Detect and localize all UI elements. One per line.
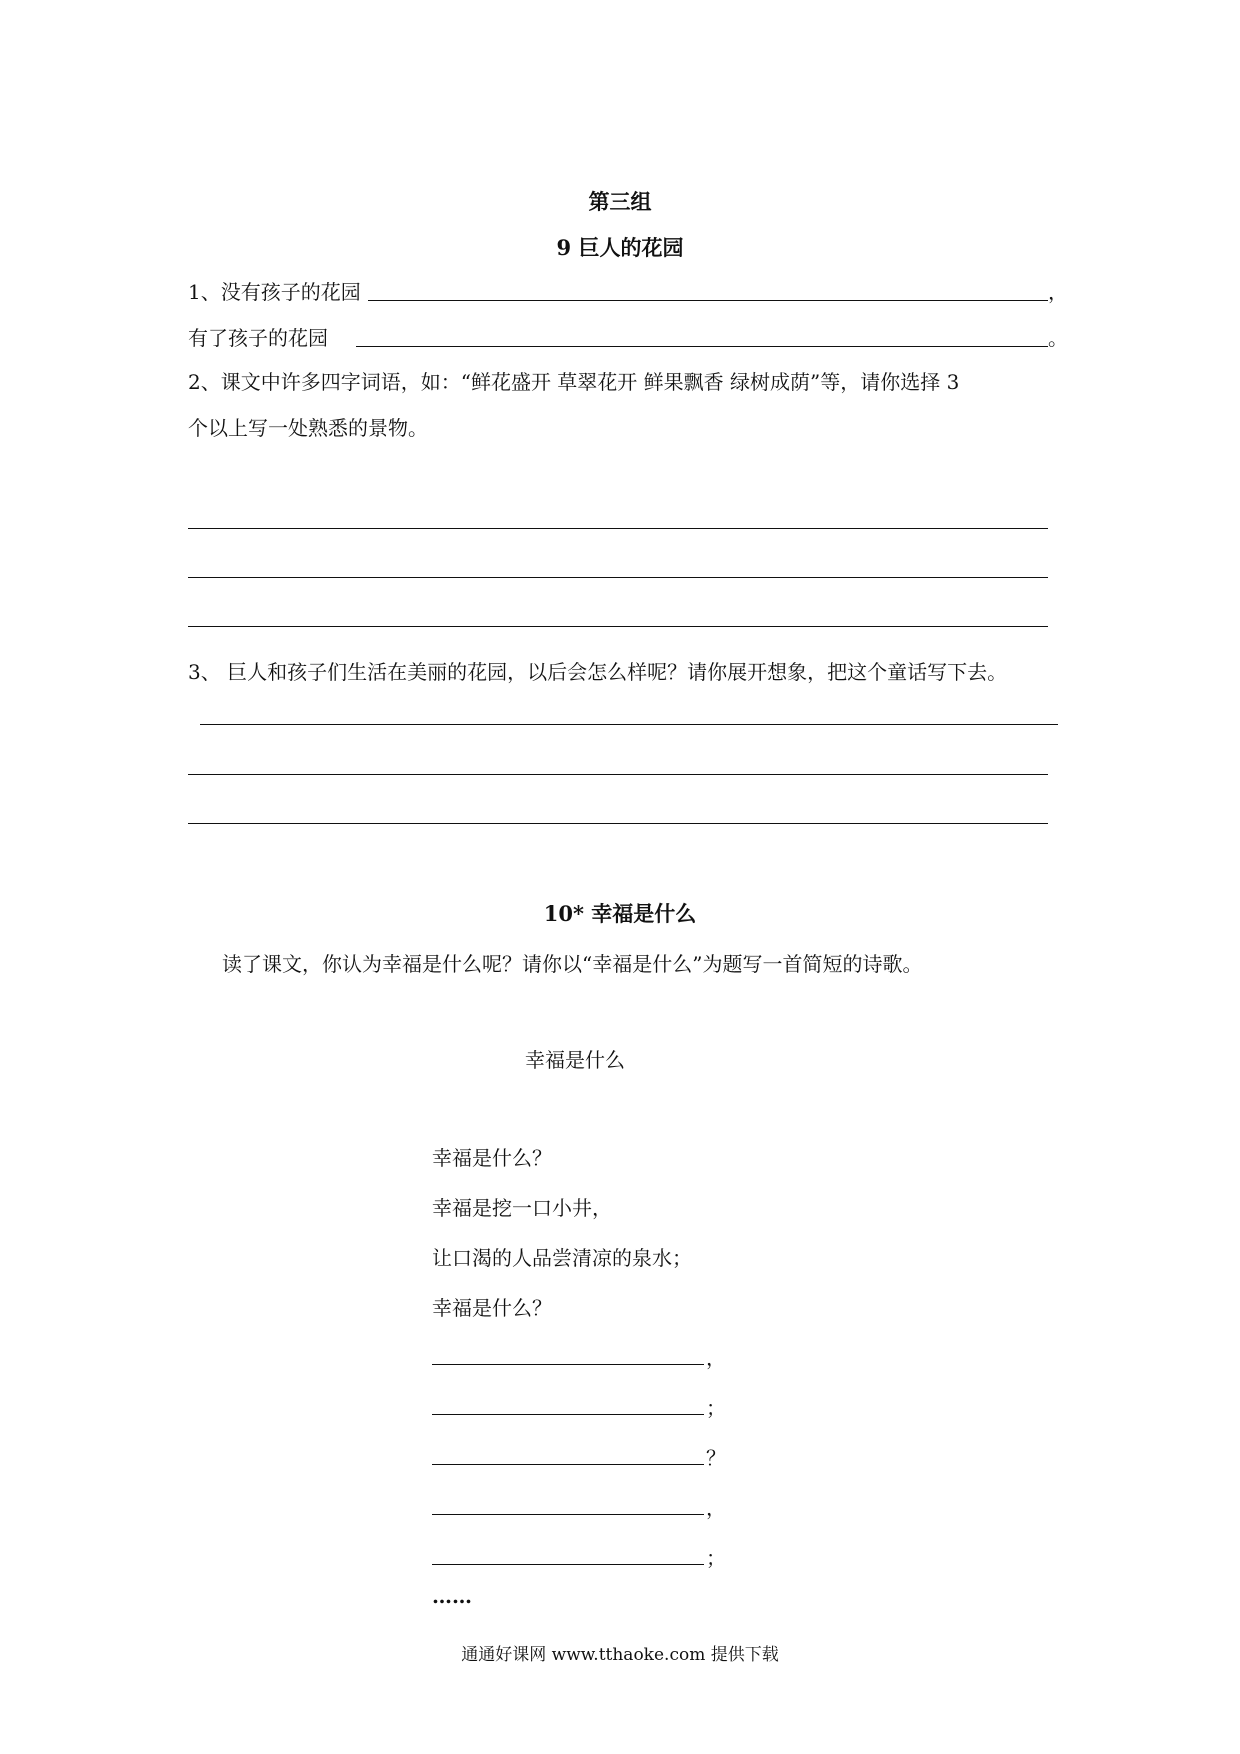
poem-blank-line-2 xyxy=(432,1414,704,1415)
poem-blank-end-2: ； xyxy=(706,1396,726,1420)
group-title: 第三组 xyxy=(588,189,652,214)
q2-answer-line-1 xyxy=(188,528,1048,529)
lesson-10-prompt: 读了课文，你认为幸福是什么呢？请你以“幸福是什么”为题写一首简短的诗歌。 xyxy=(222,952,923,976)
poem-line-4: 幸福是什么？ xyxy=(432,1296,552,1320)
poem-blank-line-4 xyxy=(432,1514,704,1515)
q1-label-with-children: 有了孩子的花园 xyxy=(188,326,328,350)
poem-ellipsis: …… xyxy=(432,1584,472,1608)
poem-blank-end-3: ？ xyxy=(706,1446,726,1470)
q2-text-line-1: 2、课文中许多四字词语，如：“鲜花盛开 草翠花开 鲜果飘香 绿树成荫”等，请你选择 3 xyxy=(188,370,960,394)
q2-text-line-2: 个以上写一处熟悉的景物。 xyxy=(188,416,428,440)
poem-line-3: 让口渴的人品尝清凉的泉水； xyxy=(432,1246,692,1270)
lesson-10-title: 10* 幸福是什么 xyxy=(543,901,697,926)
q1-comma: ， xyxy=(1048,280,1068,304)
poem-blank-end-4: ， xyxy=(706,1496,726,1520)
q3-text: 3、 巨人和孩子们生活在美丽的花园，以后会怎么样呢？请你展开想象，把这个童话写下去。 xyxy=(188,660,1008,684)
poem-line-2: 幸福是挖一口小井， xyxy=(432,1196,612,1220)
footer-text: 通通好课网 www.tthaoke.com 提供下载 xyxy=(461,1645,779,1665)
q1-label-no-children: 1、没有孩子的花园 xyxy=(188,280,361,304)
q1-answer-line-1 xyxy=(368,300,1048,301)
q3-answer-line-3 xyxy=(188,823,1048,824)
q2-answer-line-2 xyxy=(188,577,1048,578)
q3-answer-line-1 xyxy=(200,724,1058,725)
poem-blank-end-1: ， xyxy=(706,1346,726,1370)
poem-blank-line-5 xyxy=(432,1564,704,1565)
q2-answer-line-3 xyxy=(188,626,1048,627)
poem-blank-line-3 xyxy=(432,1464,704,1465)
q1-answer-line-2 xyxy=(356,346,1048,347)
poem-title: 幸福是什么 xyxy=(525,1048,625,1072)
q1-period: 。 xyxy=(1048,326,1068,350)
poem-blank-end-5: ； xyxy=(706,1546,726,1570)
q3-answer-line-2 xyxy=(188,774,1048,775)
poem-line-1: 幸福是什么？ xyxy=(432,1146,552,1170)
poem-blank-line-1 xyxy=(432,1364,704,1365)
lesson-9-title: 9 巨人的花园 xyxy=(556,235,684,260)
